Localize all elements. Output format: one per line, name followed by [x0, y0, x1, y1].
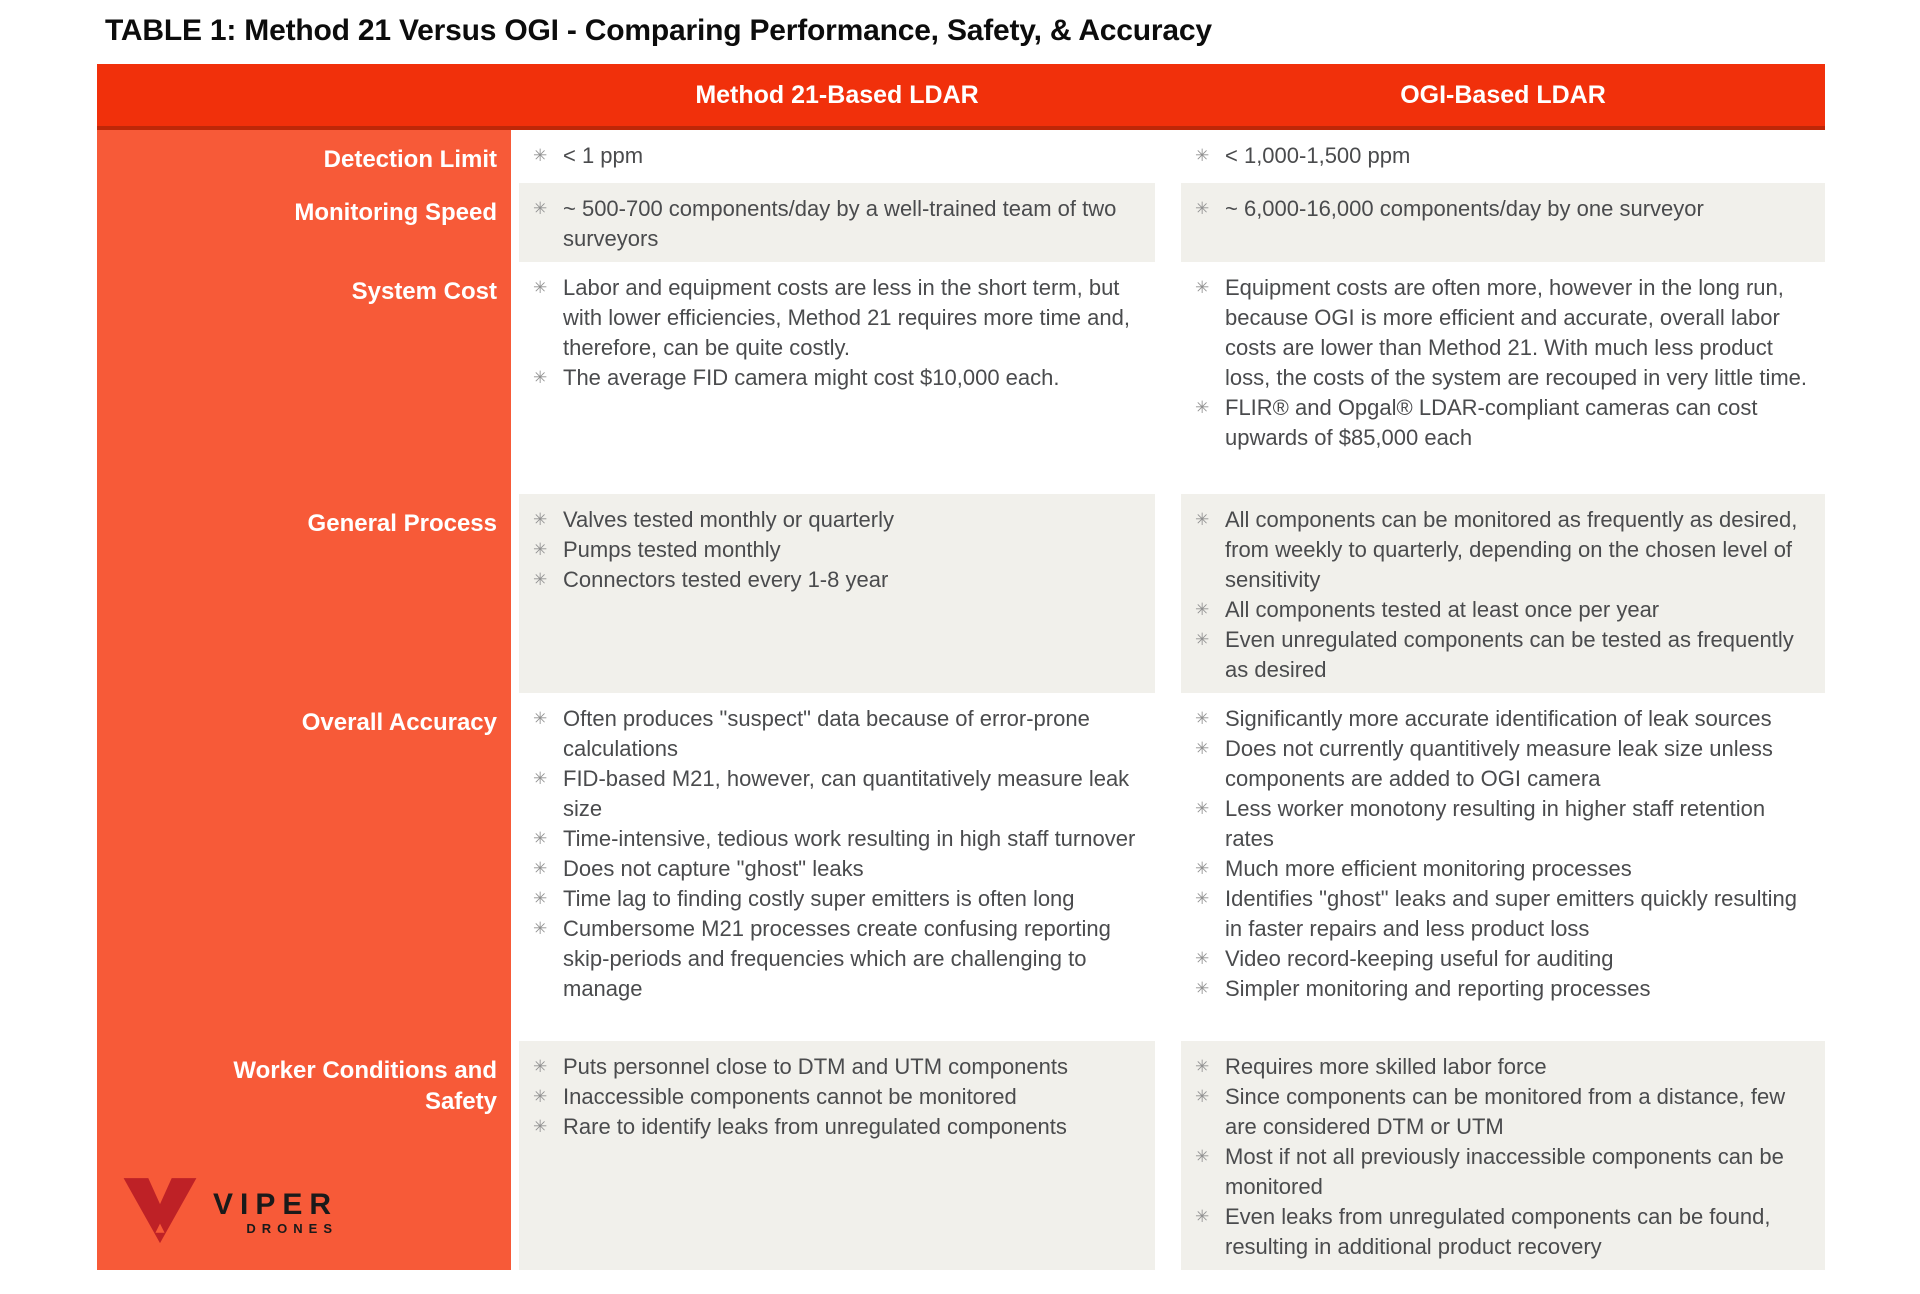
bullet-item [1195, 944, 1815, 974]
table-row [97, 494, 1825, 693]
bullet-item-text: The average FID camera might cost $10,000 each. [563, 365, 1060, 390]
page-title: TABLE 1: Method 21 Versus OGI - Comparing Performance, Safety, & Accuracy [105, 14, 1212, 47]
asterisk-bullet-icon: ✳ [533, 1117, 548, 1136]
row-label-cell [97, 693, 511, 1041]
bullet-item-text: Often produces "suspect" data because of error-prone calculations [563, 706, 1090, 761]
bullet-item [533, 565, 1145, 595]
method21-cell [519, 183, 1155, 262]
bullet-item [533, 914, 1145, 1004]
asterisk-bullet-icon: ✳ [1195, 278, 1210, 297]
bullet-item [1195, 625, 1815, 685]
bullet-item-text: Requires more skilled labor force [1225, 1054, 1547, 1079]
bullet-item [1195, 595, 1815, 625]
bullet-item [1195, 1082, 1815, 1142]
bullet-item [1195, 1142, 1815, 1202]
bullet-item [1195, 393, 1815, 453]
header-col-ogi: OGI-Based LDAR [1400, 80, 1606, 109]
bullet-item-text: Even unregulated components can be tested as frequently as desired [1225, 627, 1794, 682]
table-row [97, 1041, 1825, 1270]
bullet-item [1195, 884, 1815, 944]
bullet-item-text: ~ 6,000-16,000 components/day by one surveyor [1225, 196, 1704, 221]
bullet-item-text: Inaccessible components cannot be monitored [563, 1084, 1017, 1109]
asterisk-bullet-icon: ✳ [533, 859, 548, 878]
bullet-item-text: < 1,000-1,500 ppm [1225, 143, 1411, 168]
comparison-table [97, 64, 1825, 1270]
asterisk-bullet-icon: ✳ [1195, 1147, 1210, 1166]
asterisk-bullet-icon: ✳ [1195, 739, 1210, 758]
bullet-item-text: Equipment costs are often more, however in the long run, because OGI is more efficient and accurate, overall labor costs are lower than Method 21. With much less product loss, the costs of the system are recouped in very little time. [1225, 275, 1808, 390]
table-row [97, 183, 1825, 262]
bullet-item [1195, 794, 1815, 854]
bullet-item [533, 194, 1145, 254]
asterisk-bullet-icon: ✳ [1195, 1207, 1210, 1226]
bullet-item-text: Valves tested monthly or quarterly [563, 507, 894, 532]
table-row [97, 262, 1825, 494]
bullet-item [1195, 273, 1815, 393]
asterisk-bullet-icon: ✳ [1195, 146, 1210, 165]
bullet-item-text: Significantly more accurate identification of leak sources [1225, 706, 1772, 731]
brand-sub: DRONES [246, 1220, 339, 1236]
brand-name: VIPER [213, 1187, 339, 1221]
bullet-item-text: Does not capture "ghost" leaks [563, 856, 864, 881]
ogi-cell [1181, 130, 1825, 183]
asterisk-bullet-icon: ✳ [533, 769, 548, 788]
row-label-cell [97, 494, 511, 693]
ogi-cell [1181, 183, 1825, 262]
asterisk-bullet-icon: ✳ [1195, 1057, 1210, 1076]
method21-cell [519, 130, 1155, 183]
bullet-item-text: < 1 ppm [563, 143, 644, 168]
bullet-item [533, 884, 1145, 914]
bullet-item-text: Simpler monitoring and reporting processes [1225, 976, 1651, 1001]
row-label: Worker Conditions and Safety [233, 1057, 497, 1115]
asterisk-bullet-icon: ✳ [1195, 709, 1210, 728]
table-row [97, 130, 1825, 183]
bullet-item [533, 704, 1145, 764]
bullet-item [533, 1112, 1145, 1142]
row-label: Detection Limit [323, 146, 497, 173]
asterisk-bullet-icon: ✳ [533, 510, 548, 529]
asterisk-bullet-icon: ✳ [533, 199, 548, 218]
bullet-item [533, 824, 1145, 854]
bullet-item-text: Cumbersome M21 processes create confusing reporting skip-periods and frequencies which are challenging to manage [563, 916, 1111, 1001]
bullet-item [1195, 1202, 1815, 1262]
bullet-item [533, 1052, 1145, 1082]
bullet-item-text: All components can be monitored as frequently as desired, from weekly to quarterly, depending on the chosen level of sensitivity [1225, 507, 1798, 592]
table-body [97, 130, 1825, 1270]
asterisk-bullet-icon: ✳ [1195, 199, 1210, 218]
method21-cell [519, 262, 1155, 494]
bullet-item-text: Most if not all previously inaccessible components can be monitored [1225, 1144, 1784, 1199]
row-label-cell [97, 262, 511, 494]
method21-cell [519, 494, 1155, 693]
bullet-item [533, 764, 1145, 824]
bullet-item-text: Labor and equipment costs are less in the short term, but with lower efficiencies, Method 21 requires more time and, therefore, can be quite costly. [563, 275, 1130, 360]
bullet-item-text: Identifies "ghost" leaks and super emitters quickly resulting in faster repairs and less product loss [1225, 886, 1798, 941]
asterisk-bullet-icon: ✳ [1195, 398, 1210, 417]
ogi-cell [1181, 262, 1825, 494]
bullet-item [1195, 194, 1815, 224]
asterisk-bullet-icon: ✳ [533, 540, 548, 559]
bullet-item [533, 141, 1145, 171]
ogi-cell [1181, 693, 1825, 1041]
bullet-item [1195, 1052, 1815, 1082]
bullet-item [1195, 505, 1815, 595]
bullet-item-text: Time lag to finding costly super emitters is often long [563, 886, 1075, 911]
row-label-cell [97, 130, 511, 183]
bullet-item [1195, 704, 1815, 734]
method21-cell [519, 1041, 1155, 1270]
bullet-item-text: FLIR® and Opgal® LDAR-compliant cameras can cost upwards of $85,000 each [1225, 395, 1758, 450]
bullet-item [1195, 854, 1815, 884]
row-label: Monitoring Speed [294, 199, 497, 226]
asterisk-bullet-icon: ✳ [1195, 979, 1210, 998]
bullet-item [533, 535, 1145, 565]
bullet-item-text: Connectors tested every 1-8 year [563, 567, 889, 592]
bullet-item-text: Time-intensive, tedious work resulting in high staff turnover [563, 826, 1136, 851]
ogi-cell [1181, 494, 1825, 693]
bullet-item-text: Rare to identify leaks from unregulated components [563, 1114, 1067, 1139]
asterisk-bullet-icon: ✳ [1195, 510, 1210, 529]
asterisk-bullet-icon: ✳ [533, 829, 548, 848]
method21-cell [519, 693, 1155, 1041]
bullet-item-text: Does not currently quantitively measure leak size unless components are added to OGI camera [1225, 736, 1773, 791]
table-header-row [97, 64, 1825, 130]
bullet-item-text: FID-based M21, however, can quantitatively measure leak size [563, 766, 1130, 821]
bullet-item-text: Video record-keeping useful for auditing [1225, 946, 1614, 971]
asterisk-bullet-icon: ✳ [533, 1087, 548, 1106]
bullet-item [533, 505, 1145, 535]
row-label: System Cost [351, 278, 497, 305]
bullet-item-text: Pumps tested monthly [563, 537, 781, 562]
asterisk-bullet-icon: ✳ [533, 278, 548, 297]
asterisk-bullet-icon: ✳ [533, 919, 548, 938]
bullet-item [1195, 974, 1815, 1004]
asterisk-bullet-icon: ✳ [533, 1057, 548, 1076]
bullet-item-text: Since components can be monitored from a distance, few are considered DTM or UTM [1225, 1084, 1786, 1139]
header-col-method21: Method 21-Based LDAR [695, 80, 979, 109]
asterisk-bullet-icon: ✳ [1195, 859, 1210, 878]
ogi-cell [1181, 1041, 1825, 1270]
bullet-item [533, 1082, 1145, 1112]
bullet-item [533, 273, 1145, 363]
asterisk-bullet-icon: ✳ [533, 368, 548, 387]
asterisk-bullet-icon: ✳ [1195, 889, 1210, 908]
bullet-item [533, 363, 1145, 393]
row-label: Overall Accuracy [301, 709, 497, 736]
viper-logo [121, 1169, 338, 1256]
viper-logo-text [213, 1187, 339, 1236]
bullet-item-text: ~ 500-700 components/day by a well-trained team of two surveyors [563, 196, 1117, 251]
bullet-item [1195, 141, 1815, 171]
bullet-item-text: Even leaks from unregulated components can be found, resulting in additional product recovery [1225, 1204, 1771, 1259]
bullet-item-text: Puts personnel close to DTM and UTM components [563, 1054, 1069, 1079]
bullet-item-text: All components tested at least once per year [1225, 597, 1660, 622]
asterisk-bullet-icon: ✳ [1195, 600, 1210, 619]
asterisk-bullet-icon: ✳ [1195, 1087, 1210, 1106]
bullet-item [1195, 734, 1815, 794]
table-row [97, 693, 1825, 1041]
row-label: General Process [307, 510, 497, 537]
viper-v-icon [121, 1169, 199, 1256]
asterisk-bullet-icon: ✳ [533, 570, 548, 589]
bullet-item-text: Much more efficient monitoring processes [1225, 856, 1632, 881]
asterisk-bullet-icon: ✳ [1195, 949, 1210, 968]
asterisk-bullet-icon: ✳ [1195, 630, 1210, 649]
bullet-item [533, 854, 1145, 884]
asterisk-bullet-icon: ✳ [533, 146, 548, 165]
asterisk-bullet-icon: ✳ [1195, 799, 1210, 818]
bullet-item-text: Less worker monotony resulting in higher staff retention rates [1225, 796, 1766, 851]
asterisk-bullet-icon: ✳ [533, 709, 548, 728]
row-label-cell [97, 183, 511, 262]
asterisk-bullet-icon: ✳ [533, 889, 548, 908]
